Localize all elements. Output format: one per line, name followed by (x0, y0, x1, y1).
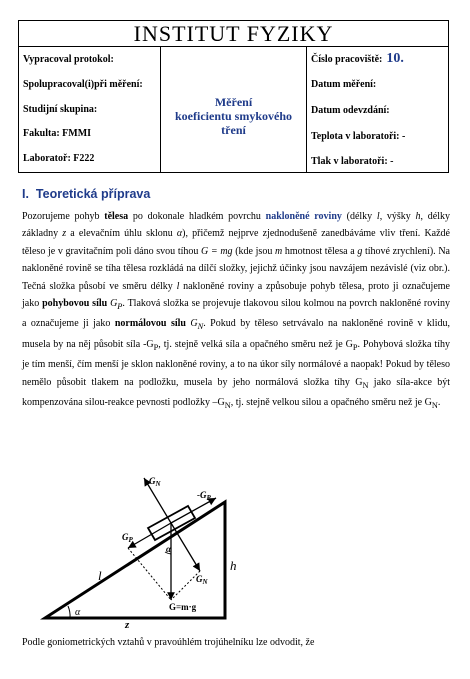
right-info-column (307, 47, 448, 173)
experiment-title-cell (161, 47, 307, 173)
label-z: z (125, 619, 130, 630)
left-info-column (19, 47, 161, 173)
label-minus-gp: $-G_P$ (197, 490, 211, 502)
institute-title: INSTITUT FYZIKY (19, 21, 448, 47)
field-study-group: Studijní skupina: (23, 104, 98, 115)
field-temperature: Teplota v laboratoři: - (311, 131, 406, 142)
label-l: l (98, 568, 102, 583)
label-alpha-left: α (75, 607, 81, 618)
field-workstation: Číslo pracoviště: 10. (311, 51, 404, 66)
field-collaborators: Spolupracoval(i)při měření: (23, 79, 143, 90)
field-submission-date: Datum odevzdání: (311, 105, 390, 116)
label-gn: $G_N$ (196, 574, 208, 586)
incline-triangle (45, 502, 225, 618)
closing-sentence: Podle goniometrických vztahů v pravoúhlém trojúhelníku lze odvodit, že (22, 637, 315, 648)
workstation-number: 10. (386, 51, 404, 66)
experiment-title: Měření koeficientu smykového tření (175, 95, 292, 137)
inclined-plane-diagram (40, 470, 260, 630)
label-minus-gn: $-G_N$ (146, 476, 161, 488)
field-faculty: Fakulta: FMMI (23, 128, 92, 139)
theory-paragraph: Pozorujeme pohyb tělesa po dokonale hladkém povrchu nakloněné roviny (délky l, výšky h, délky základny z a elevačním úhlu sklonu α), přičemž nejprve zjednodušeně zanedbáváme vliv tření. Každé těleso je v gravitačním poli dáno svou tíhou G = mg (kde jsou m hmotnost tělesa a g tíhové zrychlení). Na nakloněné rovině se tíha tělesa rozkládá na dílčí složky, jejichž účinky jsou navzájem nezávislé (viz obr.). Tečná složka působí ve směru délky l nakloněné roviny a způsobuje pohyb tělesa, proto ji označujeme jako pohybovou sílu $G_P$. Tlaková složka se projevuje tlakovou silou kolmou na povrch nakloněné roviny a označujeme ji jako normálovou sílu $G_N$. Pokud by těleso setrvávalo na nakloněné rovině v klidu, musela by na něj působit síla $-G_P$, tj. stejně velká síla a opačného směru než je $G_P$. Pohybová složka tíhy je tím menší, čím menší je sklon nakloněné roviny, a to na úkor síly normálové a naopak! Pokud by těleso nemělo působit tlakem na podložku, musela by jeho normálová složka tíhy $G_N$ jako síla-akce být kompenzována silou-reakce pevnosti podložky $-G_N$, tj. stejně velkou silou a opačného směru než je $G_N$. (22, 211, 450, 411)
protocol-header (18, 20, 449, 173)
section-heading: I. Teoretická příprava (22, 187, 151, 201)
field-author: Vypracoval protokol: (23, 54, 114, 65)
field-lab: Laboratoř: F222 (23, 153, 95, 164)
label-alpha-mid: α (166, 544, 171, 554)
field-measurement-date: Datum měření: (311, 79, 377, 90)
gn-arrow (171, 523, 200, 571)
label-h: h (230, 558, 237, 573)
field-pressure: Tlak v laboratoři: - (311, 156, 394, 167)
label-gp: $G_P$ (122, 532, 133, 544)
label-weight: G=m·g (169, 602, 197, 612)
